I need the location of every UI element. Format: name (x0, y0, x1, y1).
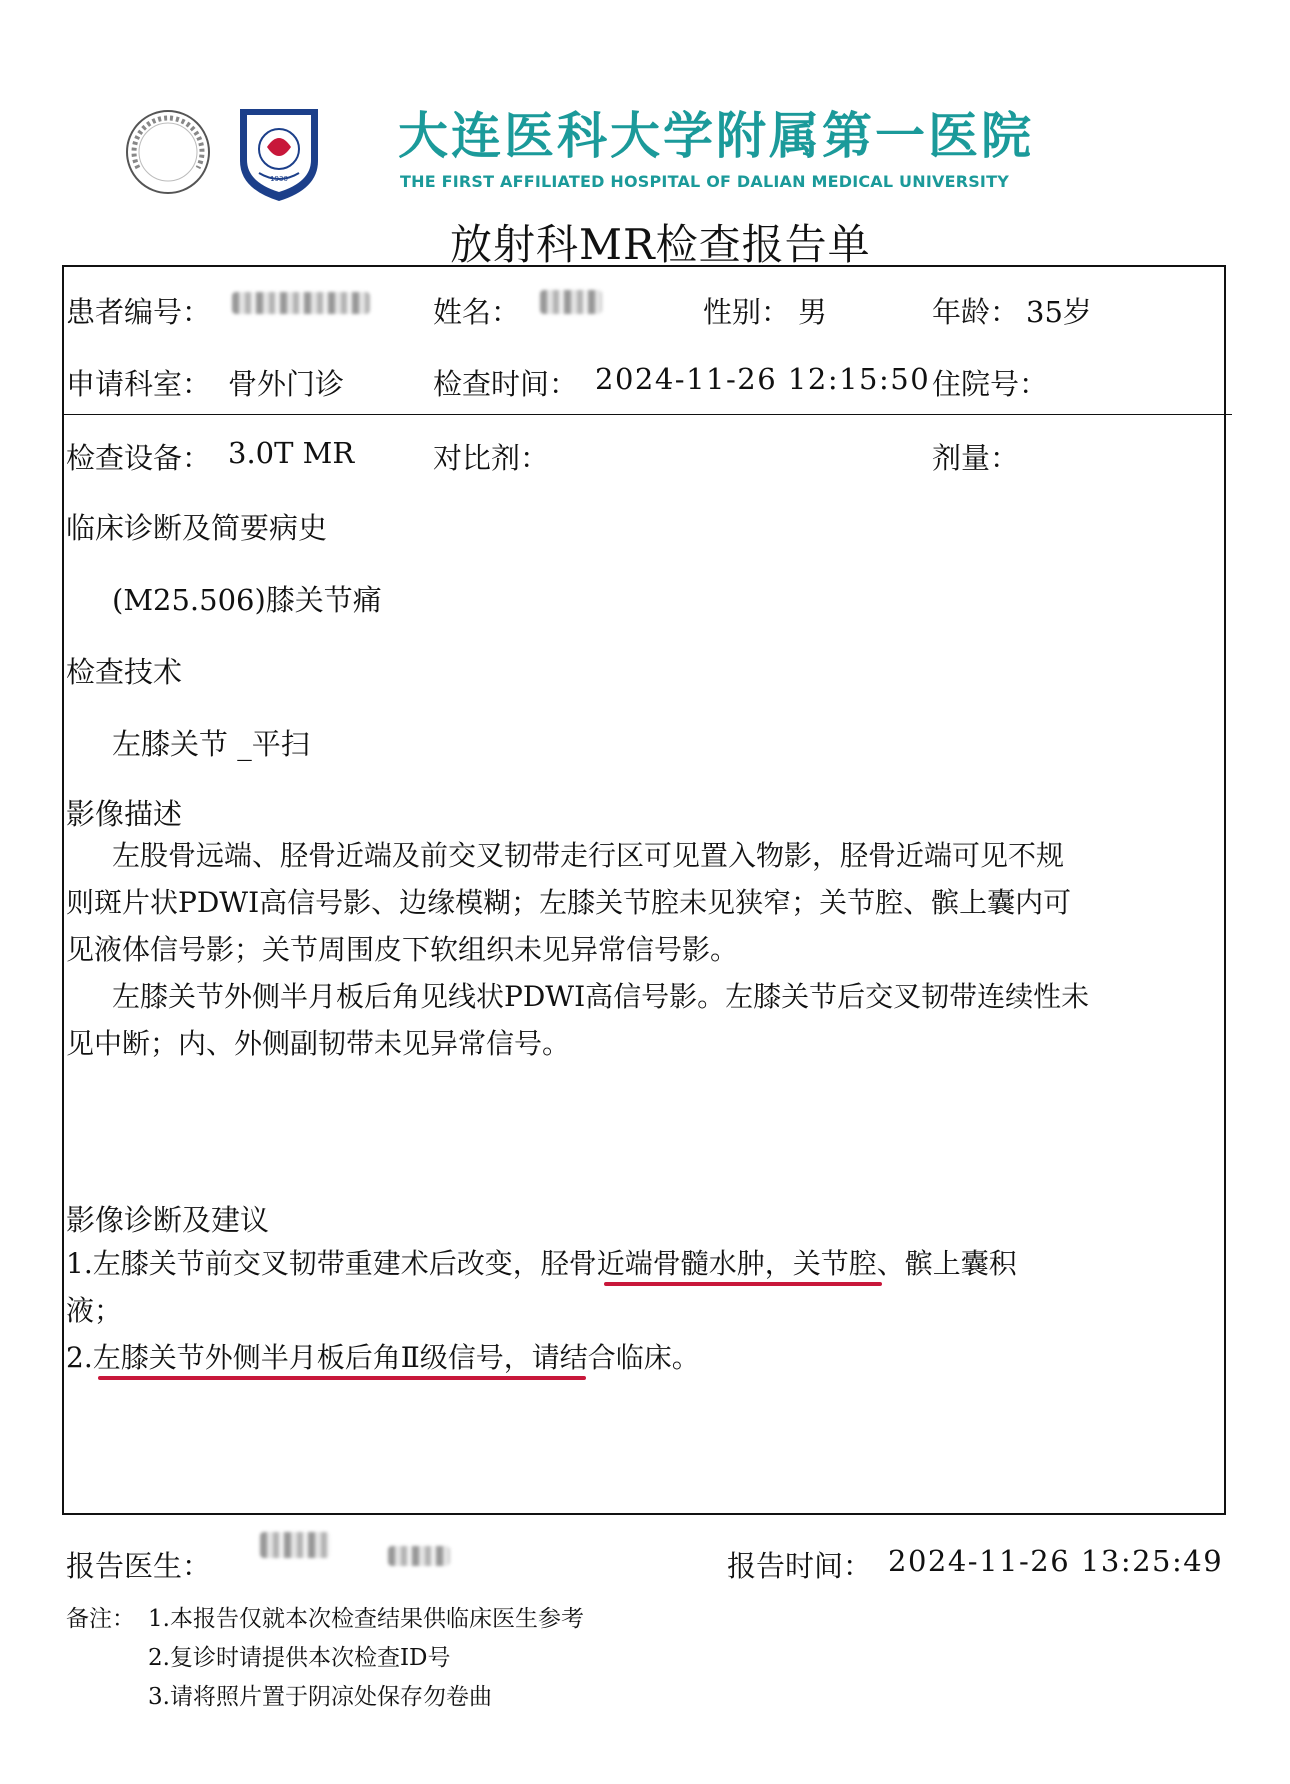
diagnosis-item-2 (66, 1334, 700, 1381)
diagnosis-item-1-prefix: 1.左膝关节前交叉韧带重建术后改变， (66, 1247, 541, 1280)
age-value: 35岁 (1026, 295, 1092, 329)
dose-label: 剂量： (932, 441, 1020, 475)
diagnosis-item-1-highlight: 胫骨近端骨髓水肿 (540, 1247, 765, 1280)
diagnosis-item-1-suffix: ，关节腔、髌上囊积 (764, 1247, 1017, 1280)
description-line: 左股骨远端、胫骨近端及前交叉韧带走行区可见置入物影，胫骨近端可见不规 (112, 839, 1065, 872)
gender-value: 男 (798, 295, 828, 329)
dept-value: 骨外门诊 (228, 367, 345, 401)
patient-id-label: 患者编号： (66, 295, 212, 329)
device-label: 检查设备： (66, 441, 212, 475)
technique-text: 左膝关节 _平扫 (112, 727, 310, 761)
clinical-text: (M25.506)膝关节痛 (112, 583, 382, 617)
diagnosis-item-2-suffix: ，请结合临床。 (503, 1341, 700, 1374)
report-time-value: 2024-11-26 13:25:49 (888, 1544, 1224, 1578)
note-item: 3.请将照片置于阴凉处保存勿卷曲 (148, 1684, 492, 1710)
clinical-heading: 临床诊断及简要病史 (66, 511, 328, 545)
description-line: 则斑片状PDWI高信号影、边缘模糊；左膝关节腔未见狭窄；关节腔、髌上囊内可 (66, 886, 1072, 919)
diagnosis-item-1 (66, 1240, 1017, 1287)
contrast-label: 对比剂： (433, 441, 550, 475)
hospital-emblem-icon (236, 103, 322, 203)
description-line: 见中断；内、外侧副韧带未见异常信号。 (66, 1027, 571, 1060)
highlight-underline (604, 1282, 882, 1286)
inpatient-no-label: 住院号： (932, 367, 1049, 401)
age-label: 年龄： (932, 295, 1020, 329)
description-line: 左膝关节外侧半月板后角见线状PDWI高信号影。左膝关节后交叉韧带连续性未 (112, 980, 1090, 1013)
note-item: 1.本报告仅就本次检查结果供临床医生参考 (148, 1606, 584, 1632)
highlight-underline (98, 1376, 586, 1380)
diagnosis-heading: 影像诊断及建议 (66, 1203, 270, 1237)
hospital-name-en: THE FIRST AFFILIATED HOSPITAL OF DALIAN MEDICAL UNIVERSITY (400, 172, 1009, 191)
note-item: 2.复诊时请提供本次检查ID号 (148, 1645, 451, 1671)
hospital-name-cn: 大连医科大学附属第一医院 (398, 106, 1034, 165)
description-heading: 影像描述 (66, 797, 183, 831)
redacted-doctor-signature (388, 1546, 450, 1566)
description-line: 见液体信号影；关节周围皮下软组织未见异常信号影。 (66, 933, 739, 966)
redacted-patient-name (540, 290, 602, 314)
dept-label: 申请科室： (66, 367, 212, 401)
diagnosis-item-2-highlight: 左膝关节外侧半月板后角Ⅱ级信号 (92, 1341, 504, 1374)
doctor-label: 报告医生： (66, 1549, 212, 1583)
exam-time-label: 检查时间： (433, 367, 579, 401)
header-divider (62, 414, 1232, 415)
name-label: 姓名： (433, 295, 521, 329)
gender-label: 性别： (703, 295, 791, 329)
device-value: 3.0T MR (228, 436, 355, 470)
report-title: 放射科MR检查报告单 (450, 220, 871, 269)
diagnosis-item-1-cont: 液； (66, 1294, 123, 1327)
redacted-doctor-signature (260, 1532, 330, 1558)
report-time-label: 报告时间： (727, 1549, 873, 1583)
certification-seal (124, 108, 212, 196)
diagnosis-item-2-prefix: 2. (66, 1341, 93, 1374)
exam-time-value: 2024-11-26 12:15:50 (595, 362, 931, 396)
svg-text:1930: 1930 (270, 175, 288, 183)
redacted-patient-id (232, 292, 370, 314)
technique-heading: 检查技术 (66, 655, 183, 689)
notes-label: 备注： (66, 1606, 135, 1632)
